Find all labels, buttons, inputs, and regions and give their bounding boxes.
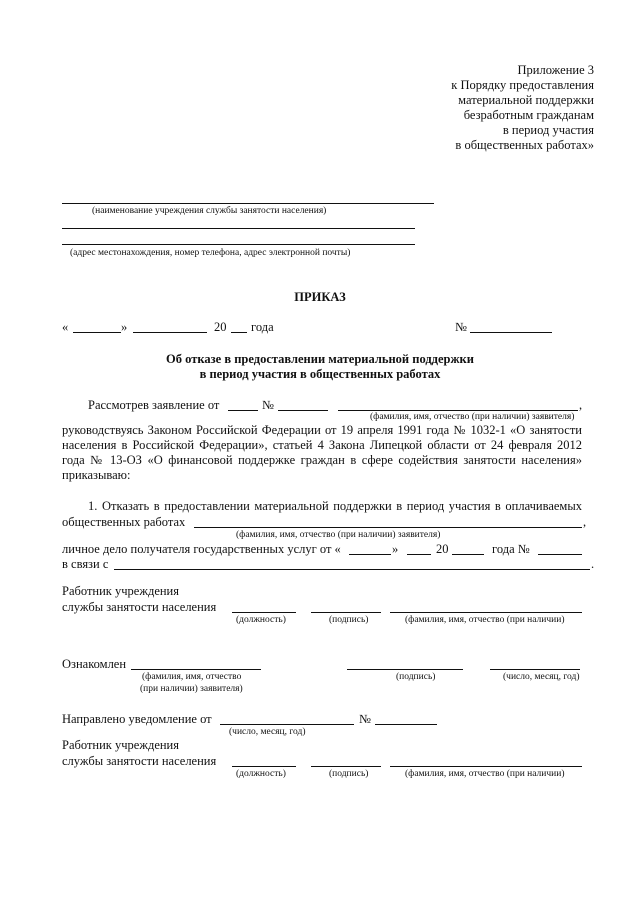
worker2-position-field — [232, 766, 296, 767]
notice-number-sign: № — [359, 712, 371, 726]
p1-line-5: приказываю: — [62, 468, 131, 482]
worker-position-caption: (должность) — [236, 615, 286, 625]
acquainted-fio-field — [131, 669, 261, 670]
item1-file-day-field — [349, 554, 391, 555]
p1-start: Рассмотрев заявление от — [88, 398, 220, 412]
date-day-field — [73, 332, 121, 333]
order-number-sign: № — [455, 320, 467, 334]
appendix-line-3: материальной поддержки — [458, 93, 594, 107]
item1-line-4-end: . — [591, 557, 595, 571]
p1-number-sign: № — [262, 398, 274, 412]
worker2-fio-field — [390, 766, 582, 767]
date-month-field — [133, 332, 207, 333]
item1-file-year-field — [452, 554, 484, 555]
acquainted-signature-field — [347, 669, 463, 670]
p1-comma: , — [579, 398, 583, 412]
p1-line-2: руководствуясь Законом Российской Федерации от 19 апреля 1991 года № 1032-1 «О занятости — [62, 423, 582, 437]
acquainted-signature-caption: (подпись) — [396, 672, 436, 682]
item1-line-3-year: 20 — [436, 542, 449, 556]
worker-position-field — [232, 612, 296, 613]
p1-line-4: года № 13-ОЗ «О финансовой поддержке граждан в сфере содействия занятости населения» — [62, 453, 582, 467]
worker-fio-field — [390, 612, 582, 613]
order-title: ПРИКАЗ — [294, 290, 346, 304]
worker-line-2: службы занятости населения — [62, 600, 217, 614]
notice-label: Направлено уведомление от — [62, 712, 212, 726]
date-close-quote: » — [121, 320, 128, 334]
address-line-2 — [62, 244, 415, 245]
worker-signature-caption: (подпись) — [329, 615, 369, 625]
item1-comma: , — [583, 515, 587, 529]
institution-caption: (наименование учреждения службы занятости населения) — [92, 206, 327, 216]
subject-line-1: Об отказе в предоставлении материальной поддержки — [166, 352, 474, 366]
item1-line-3-year-suffix: года № — [492, 542, 530, 556]
acquainted-label: Ознакомлен — [62, 657, 127, 671]
worker2-signature-field — [311, 766, 381, 767]
subject-line-2: в период участия в общественных работах — [199, 367, 441, 381]
worker2-signature-caption: (подпись) — [329, 769, 369, 779]
item1-line-2: общественных работах — [62, 515, 186, 529]
appendix-line-2: к Порядку предоставления — [451, 78, 594, 92]
date-open-quote: « — [62, 320, 69, 334]
notice-date-caption: (число, месяц, год) — [229, 727, 306, 737]
item1-reason-field — [114, 569, 590, 570]
appendix-line-6: в общественных работах» — [455, 138, 594, 152]
item1-applicant-caption: (фамилия, имя, отчество (при наличии) заявителя) — [236, 530, 441, 540]
acquainted-date-caption: (число, месяц, год) — [503, 672, 580, 682]
item1-applicant-field — [194, 527, 582, 528]
notice-number-field — [375, 724, 437, 725]
acquainted-date-field — [490, 669, 580, 670]
item1-line-3-quote: » — [392, 542, 399, 556]
appendix-line-4: безработным гражданам — [463, 108, 594, 122]
appendix-line-1: Приложение 3 — [517, 63, 594, 77]
worker2-fio-caption: (фамилия, имя, отчество (при наличии) — [405, 769, 565, 779]
item1-file-month-field — [407, 554, 431, 555]
notice-date-field — [220, 724, 354, 725]
worker-signature-field — [311, 612, 381, 613]
p1-line-3: населения в Российской Федерации», статьей 4 Закона Липецкой области от 24 февраля 2012 — [62, 438, 582, 452]
item1-line-4-start: в связи с — [62, 557, 109, 571]
p1-applicant-field — [338, 410, 578, 411]
worker-line-1: Работник учреждения — [62, 584, 179, 598]
item1-line-3-start: личное дело получателя государственных услуг от « — [62, 542, 341, 556]
acquainted-fio-caption-2: (при наличии) заявителя) — [140, 684, 243, 694]
worker2-position-caption: (должность) — [236, 769, 286, 779]
acquainted-fio-caption-1: (фамилия, имя, отчество — [142, 672, 242, 682]
p1-date-field — [228, 410, 258, 411]
address-line-1 — [62, 228, 415, 229]
worker2-line-2: службы занятости населения — [62, 754, 217, 768]
address-caption: (адрес местонахождения, номер телефона, адрес электронной почты) — [70, 248, 351, 258]
date-year-field — [231, 332, 247, 333]
institution-name-line — [62, 203, 434, 204]
item1-file-number-field — [538, 554, 582, 555]
order-number-field — [470, 332, 552, 333]
date-year-prefix: 20 — [214, 320, 227, 334]
worker2-line-1: Работник учреждения — [62, 738, 179, 752]
p1-number-field — [278, 410, 328, 411]
p1-applicant-caption: (фамилия, имя, отчество (при наличии) заявителя) — [370, 412, 575, 422]
worker-fio-caption: (фамилия, имя, отчество (при наличии) — [405, 615, 565, 625]
date-year-suffix: года — [251, 320, 274, 334]
item1-line-1: 1. Отказать в предоставлении материальной поддержки в период участия в оплачиваемых — [88, 499, 582, 513]
appendix-line-5: в период участия — [502, 123, 594, 137]
